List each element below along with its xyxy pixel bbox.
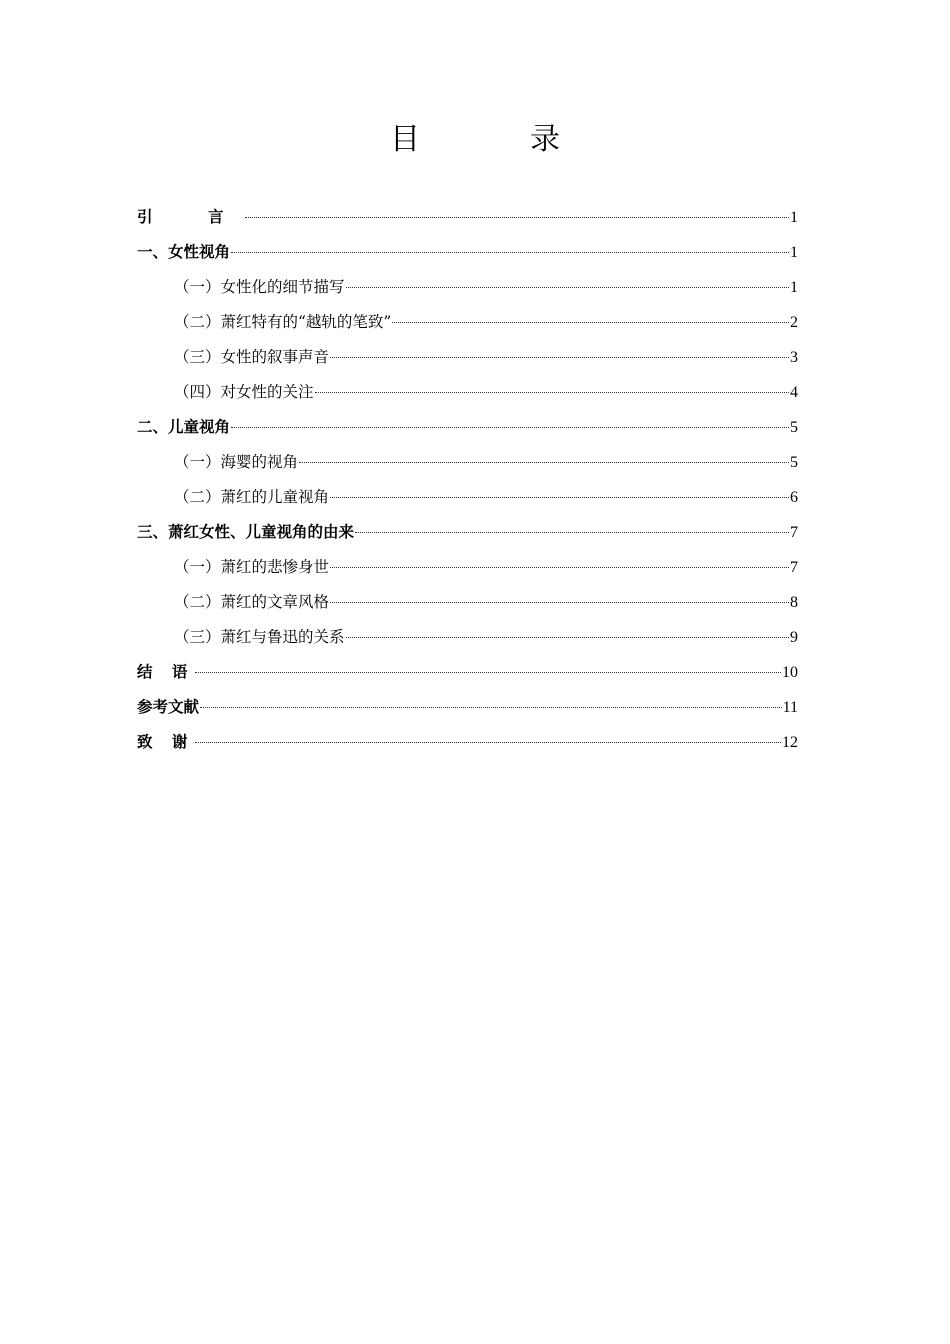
toc-entry-label: （三）女性的叙事声音: [174, 348, 330, 366]
dot-leader: [195, 742, 781, 743]
toc-entry[interactable]: [137, 550, 798, 585]
toc-entry[interactable]: [137, 305, 798, 340]
toc-entry[interactable]: [137, 585, 798, 620]
toc-entry-label: 二、儿童视角: [137, 418, 231, 436]
toc-entry[interactable]: [137, 655, 798, 690]
dot-leader: [346, 637, 789, 638]
toc-entry-page-number: 7: [790, 524, 798, 541]
dot-leader: [315, 392, 789, 393]
toc-entry-label: （三）萧红与鲁迅的关系: [174, 628, 345, 646]
toc-entry[interactable]: [137, 410, 798, 445]
dot-leader: [330, 602, 789, 603]
toc-entry-label: （一）萧红的悲惨身世: [174, 558, 330, 576]
table-of-contents: [137, 200, 798, 760]
toc-entry-page-number: 12: [782, 734, 798, 751]
toc-entry-label: 参考文献: [137, 698, 200, 716]
toc-entry[interactable]: [137, 620, 798, 655]
toc-entry-label: 一、女性视角: [137, 243, 231, 261]
dot-leader: [200, 707, 782, 708]
dot-leader: [299, 462, 789, 463]
toc-entry[interactable]: [137, 725, 798, 760]
toc-entry-page-number: 2: [790, 314, 798, 331]
dot-leader: [346, 287, 789, 288]
toc-entry[interactable]: [137, 480, 798, 515]
dot-leader: [245, 217, 789, 218]
toc-entry-label: （二）萧红的儿童视角: [174, 488, 330, 506]
toc-entry[interactable]: [137, 270, 798, 305]
toc-entry-label: 结 语: [137, 663, 195, 681]
toc-entry[interactable]: [137, 690, 798, 725]
toc-entry-label: 致 谢: [137, 733, 195, 751]
toc-entry-label: 三、萧红女性、儿童视角的由来: [137, 523, 355, 541]
toc-entry-page-number: 3: [790, 349, 798, 366]
dot-leader: [330, 567, 789, 568]
toc-entry-label: 引 言: [137, 208, 244, 226]
toc-entry-page-number: 1: [790, 279, 798, 296]
toc-entry-page-number: 11: [782, 699, 798, 716]
toc-entry-page-number: 7: [790, 559, 798, 576]
toc-entry-page-number: 10: [782, 664, 798, 681]
page-title: 目 录: [390, 122, 600, 157]
toc-entry[interactable]: [137, 340, 798, 375]
dot-leader: [392, 322, 789, 323]
dot-leader: [231, 252, 789, 253]
dot-leader: [330, 357, 789, 358]
toc-entry-page-number: 6: [790, 489, 798, 506]
toc-entry-page-number: 5: [790, 454, 798, 471]
toc-entry-page-number: 5: [790, 419, 798, 436]
toc-entry-page-number: 8: [790, 594, 798, 611]
toc-entry[interactable]: [137, 445, 798, 480]
toc-entry[interactable]: [137, 200, 798, 235]
toc-entry-page-number: 1: [790, 209, 798, 226]
dot-leader: [195, 672, 781, 673]
toc-entry-page-number: 4: [790, 384, 798, 401]
toc-entry[interactable]: [137, 235, 798, 270]
toc-entry-label: （二）萧红的文章风格: [174, 593, 330, 611]
toc-entry[interactable]: [137, 515, 798, 550]
toc-entry[interactable]: [137, 375, 798, 410]
dot-leader: [231, 427, 789, 428]
toc-entry-label: （一）海婴的视角: [174, 453, 299, 471]
toc-entry-label: （四）对女性的关注: [174, 383, 314, 401]
toc-entry-page-number: 1: [790, 244, 798, 261]
toc-entry-page-number: 9: [790, 629, 798, 646]
toc-entry-label: （二）萧红特有的“越轨的笔致”: [174, 313, 392, 331]
dot-leader: [355, 532, 789, 533]
toc-entry-label: （一）女性化的细节描写: [174, 278, 345, 296]
dot-leader: [330, 497, 789, 498]
